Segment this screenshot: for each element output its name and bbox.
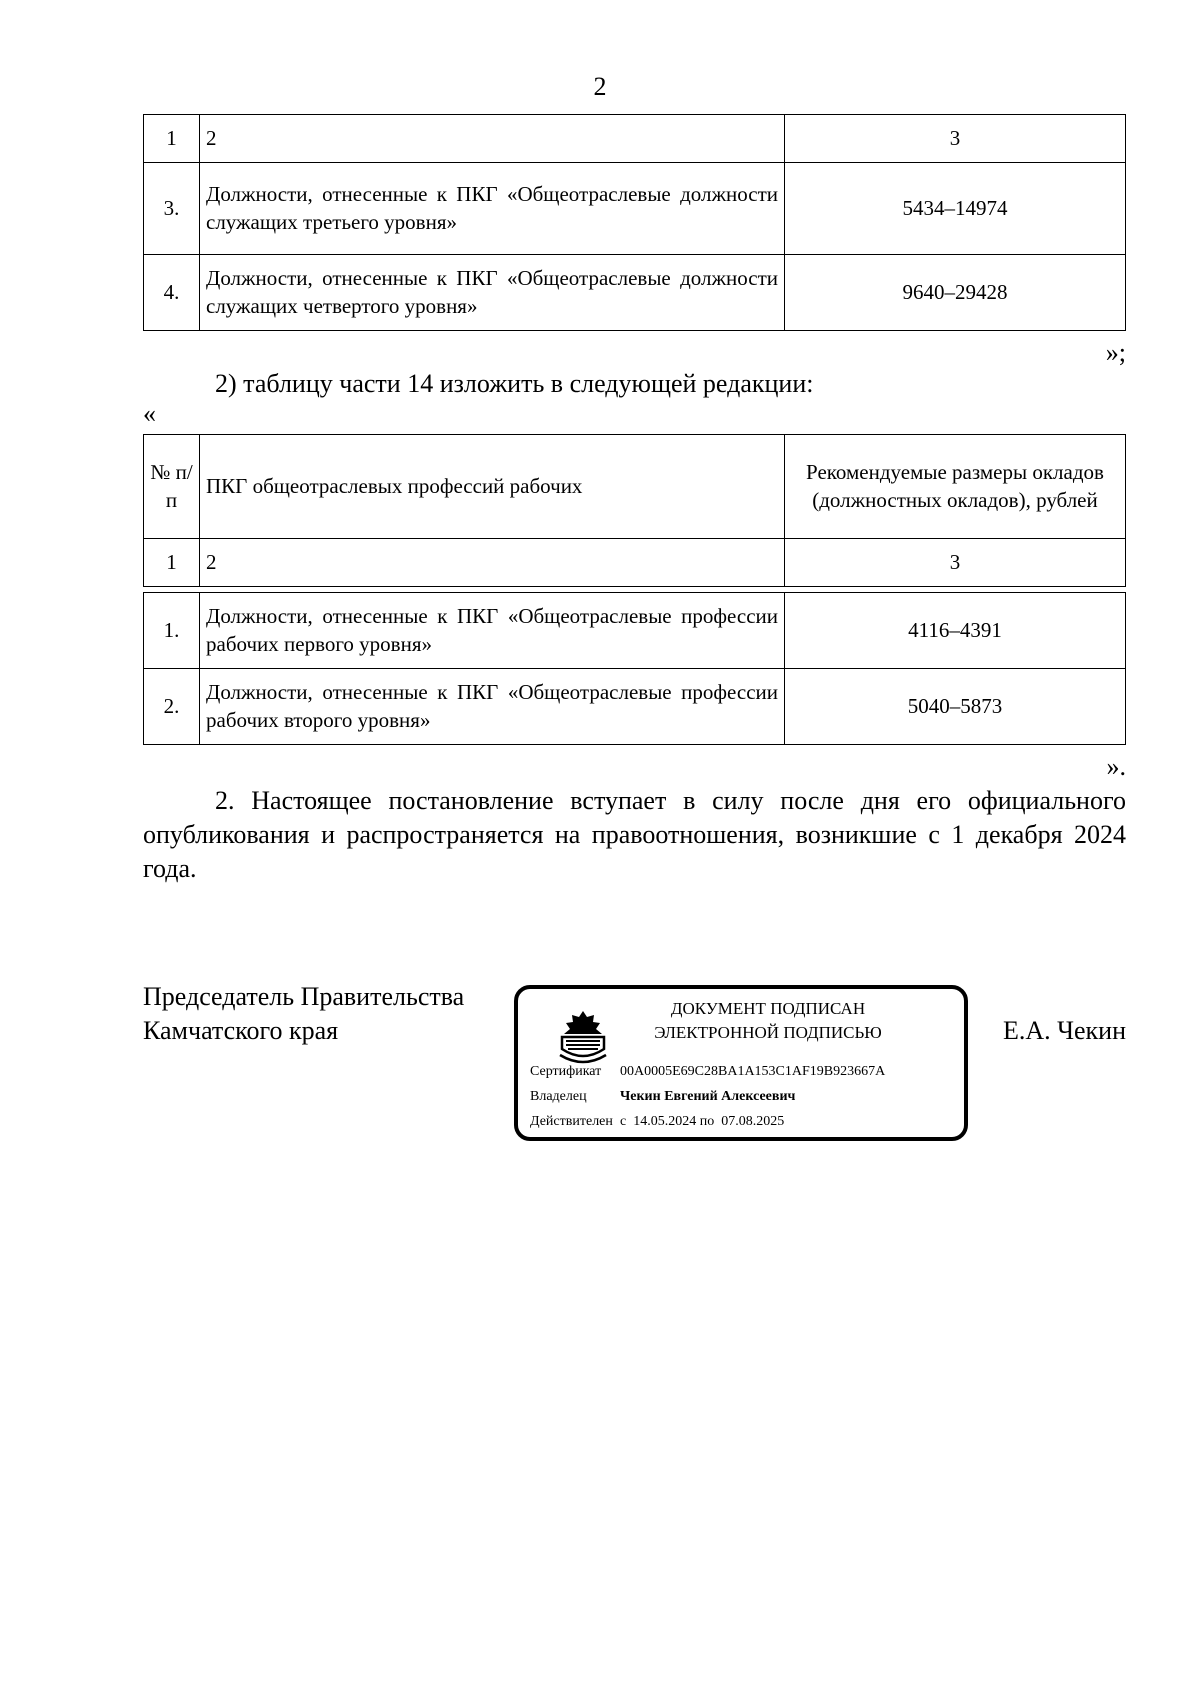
stamp-title: [618, 997, 918, 1045]
table2-closing-quote: ».: [1106, 752, 1126, 781]
table-row: [144, 255, 1126, 331]
table1-closing-quote: »;: [1105, 338, 1126, 367]
validity-label: Действителен: [530, 1114, 613, 1129]
open-quote: «: [143, 399, 156, 428]
header-salary: Рекомендуемые размеры окладов (должностных окладов), рублей: [785, 435, 1126, 539]
table-header-row: [144, 115, 1126, 163]
table-numbering-row: [144, 539, 1126, 587]
table-workers-header: [143, 434, 1126, 587]
row-salary-range: 9640–29428: [785, 255, 1126, 331]
column-number-3: 3: [785, 539, 1126, 587]
amendment-intro: 2) таблицу части 14 изложить в следующей редакции:: [215, 369, 814, 398]
signatory-name: Е.А. Чекин: [1002, 1016, 1126, 1045]
column-number-1: 1: [144, 115, 200, 163]
row-number: 4.: [144, 255, 200, 331]
header-group: ПКГ общеотраслевых профессий рабочих: [200, 435, 785, 539]
row-salary-range: 4116–4391: [785, 593, 1126, 669]
owner-value: Чекин Евгений Алексеевич: [620, 1089, 796, 1104]
owner-label: Владелец: [530, 1089, 587, 1104]
row-number: 3.: [144, 163, 200, 255]
stamp-certificate-row: [530, 1064, 885, 1080]
stamp-owner-row: [530, 1089, 795, 1105]
column-number-2: 2: [200, 539, 785, 587]
signatory-position: [143, 980, 464, 1048]
table-row: [144, 163, 1126, 255]
stamp-title-line1: ДОКУМЕНТ ПОДПИСАН: [670, 999, 866, 1018]
column-number-2: 2: [200, 115, 785, 163]
signatory-position-line2: Камчатского края: [143, 1016, 339, 1045]
row-position-group: Должности, отнесенные к ПКГ «Общеотраслевые профессии рабочих второго уровня»: [200, 669, 785, 745]
row-salary-range: 5040–5873: [785, 669, 1126, 745]
column-number-3: 3: [785, 115, 1126, 163]
kamchatka-emblem-icon: [556, 1007, 610, 1069]
row-position-group: Должности, отнесенные к ПКГ «Общеотраслевые должности служащих четвертого уровня»: [200, 255, 785, 331]
row-number: 2.: [144, 669, 200, 745]
electronic-signature-stamp: [514, 985, 968, 1141]
table-workers-body: [143, 592, 1126, 745]
signatory-position-line1: Председатель Правительства: [143, 982, 465, 1011]
header-number: № п/п: [144, 435, 200, 539]
stamp-validity-row: [530, 1114, 784, 1130]
table-row: [144, 669, 1126, 745]
row-position-group: Должности, отнесенные к ПКГ «Общеотраслевые профессии рабочих первого уровня»: [200, 593, 785, 669]
column-number-1: 1: [144, 539, 200, 587]
table-continuation: [143, 114, 1126, 331]
certificate-label: Сертификат: [530, 1064, 602, 1079]
row-number: 1.: [144, 593, 200, 669]
table-header-row: [144, 435, 1126, 539]
table-row: [144, 593, 1126, 669]
validity-value: с 14.05.2024 по 07.08.2025: [620, 1114, 785, 1129]
stamp-title-line2: ЭЛЕКТРОННОЙ ПОДПИСЬЮ: [654, 1023, 882, 1042]
row-salary-range: 5434–14974: [785, 163, 1126, 255]
row-position-group: Должности, отнесенные к ПКГ «Общеотраслевые должности служащих третьего уровня»: [200, 163, 785, 255]
page-number: 2: [593, 72, 607, 101]
effective-date-paragraph: 2. Настоящее постановление вступает в силу после дня его официального опубликования и распространяется на правоотношения, возникшие с 1 декабря 2024 года.: [143, 786, 1126, 883]
certificate-value: 00A0005E69C28BA1A153C1AF19B923667A: [620, 1064, 886, 1079]
